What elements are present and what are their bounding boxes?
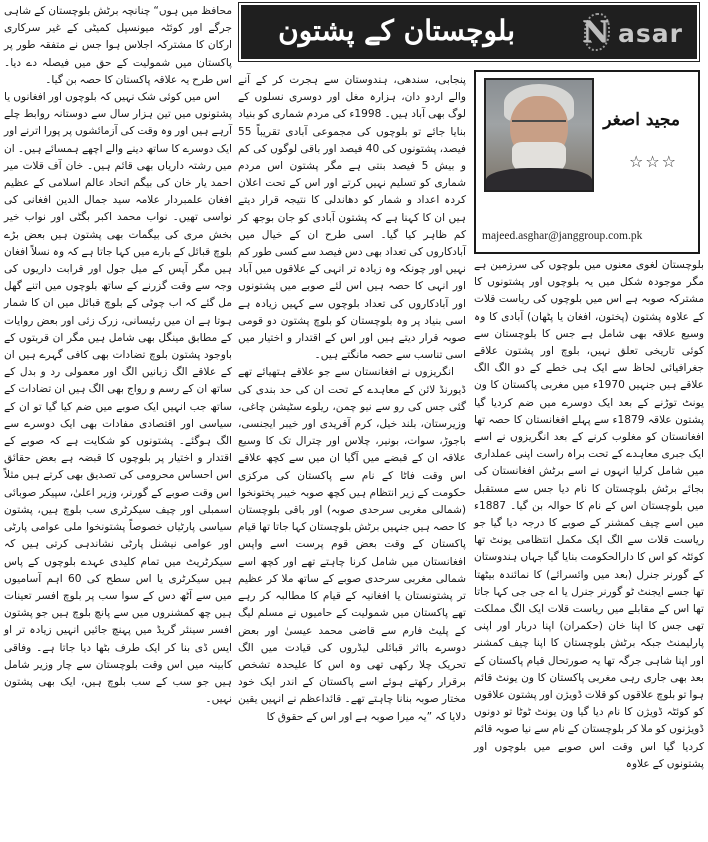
author-photo	[484, 78, 594, 192]
masthead-banner	[241, 5, 697, 59]
article-column-middle	[238, 72, 466, 726]
article-column-left	[4, 3, 232, 708]
photo-glasses	[512, 120, 566, 132]
paragraph: محافظ میں ہوں“ چنانچہ برٹش بلوچستان کے شاہی جرگے اور کوئٹہ میونسپل کمیٹی کے غیر سرکاری ارکان کا مشترکہ اجلاس ہوا جس نے متفقہ طور پر پاکستان میں شمولیت کے حق میں فیصلہ دے دیا۔ اس طرح یہ علاقہ پاکستان کا حصہ بن گیا۔	[4, 5, 232, 86]
photo-suit	[486, 168, 592, 192]
paragraph: انگریزوں نے افغانستان سے جو علاقے ہتھیائے تھے ڈیورنڈ لائن کے معاہدے کے تحت ان کی حد بندی کی گئی جس کی رو سے نیو چمن، ریلوے سٹیشن چاغی، وزیرستان، بلند خیل، کرم آفریدی اور خیبر ایجنسی، باجوڑ، سوات، بونیر، چلاس اور چترال تک کا وسیع علاقہ ان کے قبضے میں آگیا ان میں سے کچھ علاقے اس وقت فاٹا کے نام سے پاکستان کی مرکزی حکومت کے زیر انتظام ہیں کچھ صوبہ خیبر پختونخوا (شمالی مغربی سرحدی صوبہ) اور باقی بلوچستان کا حصہ ہیں جنہیں برٹش بلوچستان کہا جاتا تھا قیام پاکستان کے وقت بعض قوم پرست اسے واپس افغانستان میں شامل کرنا چاہتے تھے اور کچھ اسے شمالی مغربی سرحدی صوبے کے ساتھ ملا کر عظیم تر پشتونستان یا افغانیہ کے قیام کا مطالبہ کر رہے تھے پاکستان میں شمولیت کے حامیوں نے مسلم لیگ کے پلیٹ فارم سے قاضی محمد عیسیٰ اور بعض دوسرے بااثر قبائلی لیڈروں کی قیادت میں الگ تحریک چلا رکھی تھی وہ اس کا علیحدہ تشخص برقرار رکھتے ہوئے اسے پاکستان کے اندر ایک خود مختار صوبہ بنانا چاہتے تھے۔ قائداعظم نے انہیں یقین دلایا کہ ”یہ میرا صوبہ ہے اور اس کے حقوق کا	[238, 366, 466, 723]
author-email[interactable]: majeed.asghar@janggroup.com.pk	[482, 230, 643, 242]
paragraph: اس میں کوئی شک نہیں کہ بلوچوں اور افغانوں یا پشتونوں میں تین ہزار سال سے دوستانہ روابط چلے آرہے ہیں اور وہ وقت کی آزمائشوں پر پورا اترنے اور ایک دوسرے کا ساتھ دینے والے اچھے ہمسائے ہیں۔ ان میں رشتہ داریاں بھی قائم ہیں۔ خان آف قلات میر احمد یار خان کی بیگم اتحاد عالم اسلامی کے عظیم افغان علمبردار علامہ سید جمال الدین افغانی کی نواسی تھیں۔ نواب محمد اکبر بگٹی اور نواب خیر بخش مری کی بیگمات بھی پشتون ہیں بعض بڑے بلوچ قبائل کے بارے میں کہا جاتا ہے کہ وہ نسلاً افغان ہیں مگر آپس کے میل جول اور قرابت داریوں کی وجہ سے وقت گزرنے کے ساتھ بلوچوں میں اتنے گھل مل گئے کہ اب چوٹی کے بلوچ قبائل میں ان کا شمار ہوتا ہے ان میں رئیسانی، زرک زئی اور بعض روایات کے مطابق مینگل بھی شامل ہیں مگر ان قربتوں کے باوجود پشتون بلوچ تضادات بھی کافی گہرے ہیں ان کے علاقے الگ زبانیں الگ اور معمولی رد و بدل کے ساتھ ان کے رسم و رواج بھی الگ ہیں ان تضادات کے ساتھ جب انہیں ایک صوبے میں ضم کیا گیا تو ان کے سیاسی اور اقتصادی مفادات بھی ایک دوسرے سے الگ ہوگئے۔ پشتونوں کو شکایت ہے کہ صوبے کے اقتدار و اختیار پر بلوچوں کا قبضہ ہے بعض حقائق اس احساس محرومی کی تصدیق بھی کرتے ہیں مثلاً اس وقت صوبے کے گورنر، وزیر اعلیٰ، سپیکر صوبائی اسمبلی اور چیف سیکرٹری سب بلوچ ہیں، پشتون سیاسی پارٹیاں خصوصاً پشتونخوا ملی عوامی پارٹی اور عوامی نیشنل پارٹی نشاندہی کرتی ہیں کہ سیکرٹریٹ میں تمام کلیدی عہدے بلوچوں کے پاس ہیں سیکرٹری یا اس سطح کی 60 اہم آسامیوں میں سے آٹھ دس کے سوا سب پر بلوچ افسر تعینات ہیں چھ کمشنروں میں سے پانچ بلوچ ہیں جو پشتون افسر سینئر گریڈ میں پہنچ جائیں انہیں زیادہ تر او ایس ڈی بنا کر ایک طرف بٹھا دیا جاتا ہے۔ وفاقی کابینہ میں اس وقت بلوچستان سے چار وزیر شامل ہیں جو سب کے سب بلوچ ہیں، ایک بھی پشتون نہیں۔	[4, 91, 233, 706]
column-masthead	[238, 2, 700, 62]
author-box	[474, 70, 700, 254]
logo-wordmark: asar	[618, 18, 683, 48]
paragraph: بلوچستان لغوی معنوں میں بلوچوں کی سرزمین ہے مگر موجودہ شکل میں یہ بلوچوں اور پشتونوں کا مشترکہ صوبہ ہے اس میں بلوچوں کی ریاست قلات کے علاوہ پشتون (پختون، افغان یا پٹھان) آبادی کا وہ وسیع علاقہ بھی شامل ہے جس کا بلوچستان سے کوئی تاریخی تعلق نہیں، بلوچ اور پشتون علاقے جغرافیائی لحاظ سے ایک ہی خطے کے دو الگ الگ علاقے ہیں جنہیں 1970ء میں مغربی پاکستان کا ون یونٹ توڑنے کے بعد ایک دوسرے میں ضم کردیا گیا پشتون علاقہ 1879ء سے پہلے افغانستان کا حصہ تھا افغانستان کو مغلوب کرنے کے بعد انگریزوں نے اسے ایک جبری معاہدے کے تحت براہ راست اپنی عملداری میں شامل کرلیا انہوں نے اسے برٹش افغانستان کی بجائے برٹش بلوچستان کا نام دیا جس سے مستقبل میں بلوچستان اس کے نام کا حوالہ بن گیا۔ 1887ء میں اسے چیف کمشنر کے صوبے کا درجہ دیا گیا جو ریاست قلات سے الگ ایک مکمل انتظامی یونٹ تھا کوئٹہ کو اس کا دارالحکومت بنایا گیا جہاں ہندوستان کے گورنر جنرل (بعد میں وائسرائے) کا نمائندہ بیٹھتا تھا جسے ایجنٹ ٹو گورنر جنرل یا اے جی جی کہا جاتا تھا اس کے مقابلے میں ریاست قلات ایک الگ مملکت تھی جس کا اپنا خان (حکمران) اپنا دربار اور اپنی پارلیمنٹ جبکہ برٹش بلوچستان کا اپنا چیف کمشنر اور اپنا شاہی جرگہ تھا یہ صورتحال قیام پاکستان کے بعد بھی جاری رہی مغربی پاکستان کا ون یونٹ قائم ہوا تو بلوچ علاقوں کو قلات ڈویژن اور پشتون علاقوں کو کوئٹہ ڈویژن کا نام دیا گیا ون یونٹ ٹوٹا تو دونوں ڈویژنوں کو ملا کر بلوچستان کے نام سے نیا صوبہ قائم کردیا گیا اس وقت اس صوبے میں بلوچوں اور پشتونوں کے علاوہ	[474, 259, 704, 770]
author-name: مجید اصغر	[603, 110, 680, 130]
nasar-logo	[578, 13, 683, 53]
column-title: بلوچستان کے پشتون	[278, 14, 515, 47]
rating-stars-icon: ☆☆☆	[628, 152, 678, 171]
logo-initial: N	[582, 15, 610, 50]
ornamental-emblem-icon	[578, 13, 616, 53]
paragraph: پنجابی، سندھی، ہندوستان سے ہجرت کر کے آنے والے اردو دان، ہزارہ مغل اور دوسری نسلوں کے لوگ بھی آباد ہیں۔ 1998ء کی مردم شماری کو بنیاد بنایا جائے تو بلوچوں کی مجموعی آبادی تقریباً 55 فیصد، پشتونوں کی 40 فیصد اور باقی لوگوں کی کم و بیش 5 فیصد بنتی ہے مگر پشتون اس مردم شماری کو تسلیم نہیں کرتے اور اس کے تحت اعلان کردہ اعداد و شمار کو دھاندلی کا نتیجہ قرار دیتے ہیں ان کا کہنا ہے کہ پشتون آبادی کو جان بوجھ کر کم ظاہر کیا گیا۔ اسی طرح ان کے خیال میں آبادکاروں کی تعداد بھی دس فیصد سے کسی طور کم نہیں اور چونکہ وہ زیادہ تر انہی کے علاقوں میں آباد اور انہی کا حصہ ہیں اس لئے صوبے میں پشتونوں اور آبادکاروں کی تعداد بلوچوں سے کہیں زیادہ ہے اسی بنیاد پر وہ بلوچستان کو بلوچ پشتون دو قومی صوبہ قرار دیتے ہیں اور اس کے اقتدار و اختیار میں اسی تناسب سے حصہ مانگتے ہیں۔	[238, 74, 467, 362]
article-column-right	[474, 257, 704, 773]
